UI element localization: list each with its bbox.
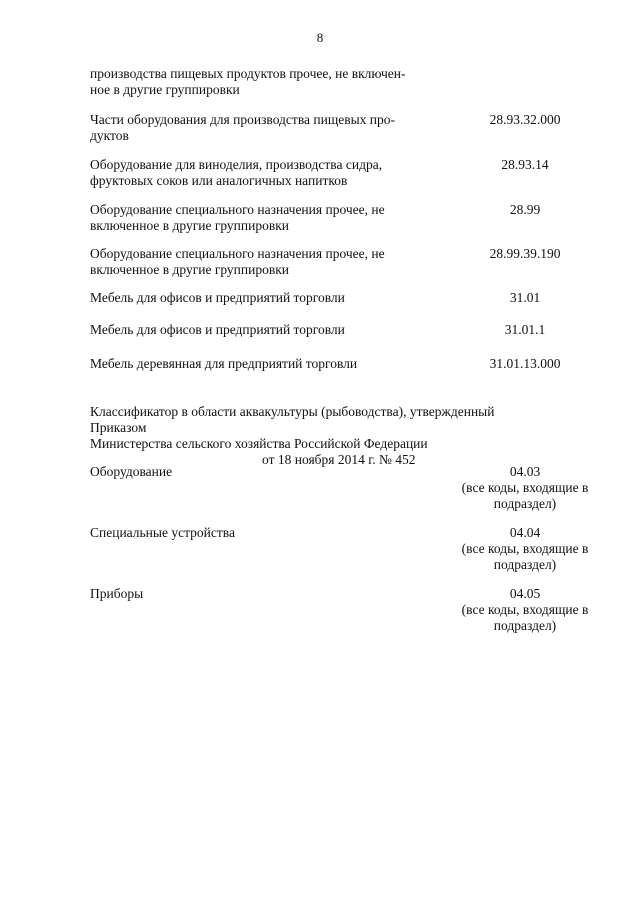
row-code: 31.01.13.000 [489, 356, 561, 371]
row-code: 28.99 [509, 202, 541, 217]
row-code: 31.01.1 [504, 322, 546, 337]
classifier-heading-line2: Министерства сельского хозяйства Российской Федерации [90, 436, 428, 451]
row-name: Оборудование для виноделия, производства сидра, фруктовых соков или аналогичных напитков [90, 157, 383, 188]
row-code: 28.93.32.000 [489, 112, 561, 127]
row-code: 31.01 [509, 290, 541, 305]
row-name: Мебель для офисов и предприятий торговли [90, 290, 345, 305]
classifier-row-code: 04.05 (все коды, входящие в подраздел) [461, 586, 589, 633]
classifier-heading-line3: от 18 ноября 2014 г. № 452 [262, 452, 416, 467]
row-name: Оборудование специального назначения прочее, не включенное в другие группировки [90, 202, 385, 233]
classifier-heading [90, 404, 550, 468]
classifier-row-name: Оборудование [90, 464, 173, 479]
row-name: Оборудование специального назначения прочее, не включенное в другие группировки [90, 246, 385, 277]
classifier-row-name: Специальные устройства [90, 525, 235, 540]
classifier-heading-line1: Классификатор в области аквакультуры (рыбоводства), утвержденный Приказом [90, 404, 495, 435]
classifier-row-code: 04.03 (все коды, входящие в подраздел) [461, 464, 589, 511]
row-name: Мебель для офисов и предприятий торговли [90, 322, 345, 337]
page-number: 8 [316, 30, 324, 45]
classifier-row-name: Приборы [90, 586, 144, 601]
row-code: 28.99.39.190 [489, 246, 561, 261]
row-name: производства пищевых продуктов прочее, не включен- ное в другие группировки [90, 66, 406, 97]
classifier-row-code: 04.04 (все коды, входящие в подраздел) [461, 525, 589, 572]
row-code: 28.93.14 [501, 157, 549, 172]
row-name: Части оборудования для производства пищевых про- дуктов [90, 112, 396, 143]
row-name: Мебель деревянная для предприятий торговли [90, 356, 358, 371]
